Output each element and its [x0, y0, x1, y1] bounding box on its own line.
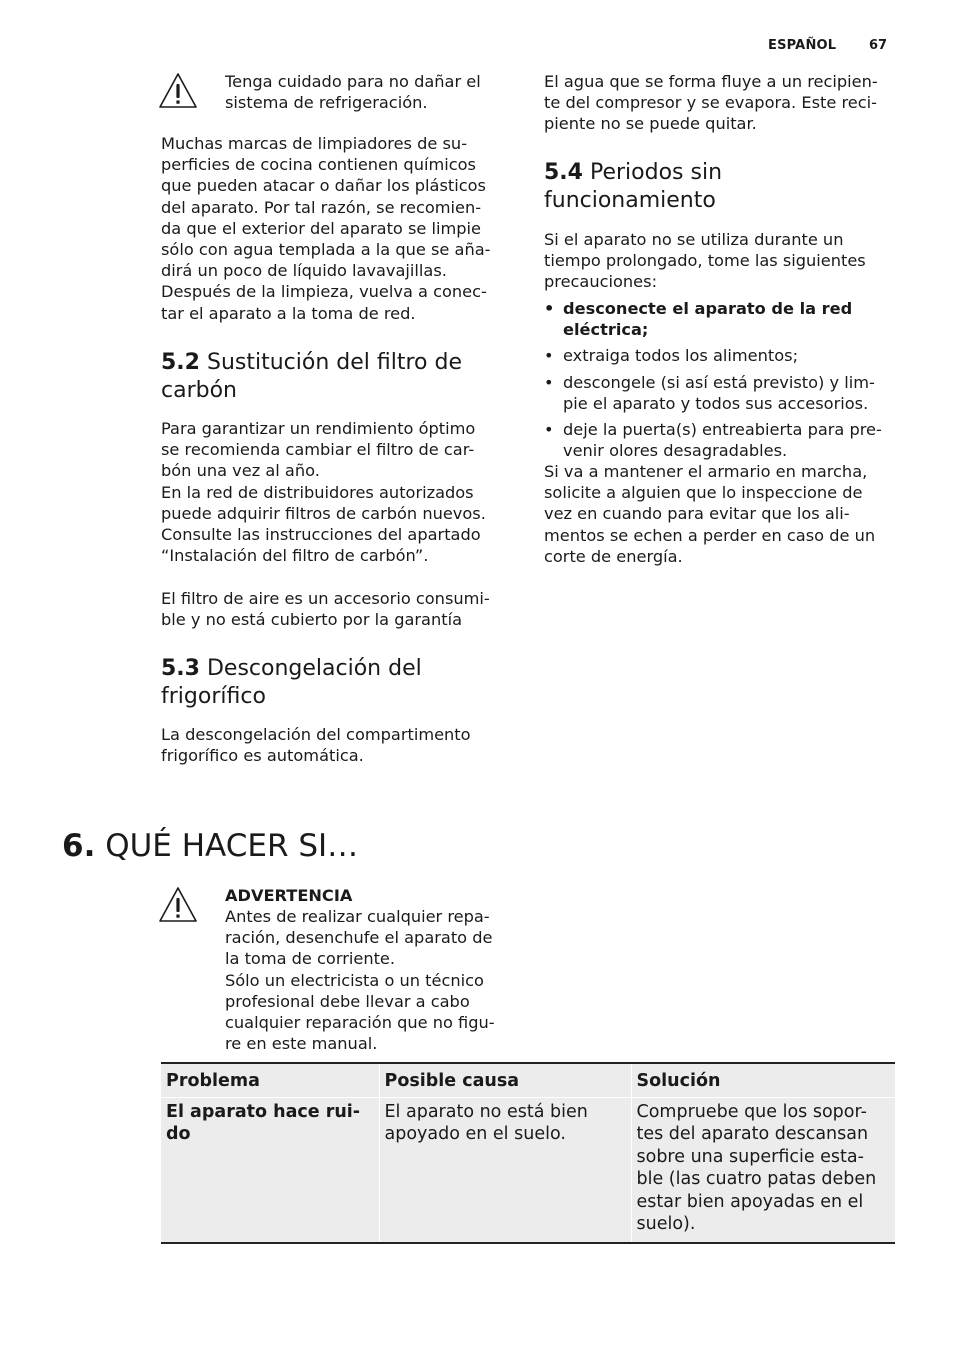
section-5-3-paragraph: La descongelación del compartimento frigorífico es automática. — [161, 725, 471, 766]
problem-cell: El aparato hace rui- do — [161, 1098, 379, 1244]
troubleshooting-table — [161, 1062, 895, 1244]
table-row — [161, 1098, 895, 1244]
section-5-2-heading — [161, 349, 521, 405]
section-6-title: QUÉ HACER SI… — [105, 828, 359, 864]
page-number: 67 — [869, 38, 888, 53]
warning-label: ADVERTENCIA — [225, 886, 353, 905]
list-item: • deje la puerta(s) entreabierta para pre- venir olores desagradables. — [544, 419, 904, 461]
section-5-4-number: 5.4 — [544, 160, 583, 185]
section-5-2-paragraph-1: Para garantizar un rendimiento óptimo se recomienda cambiar el filtro de car- bón una vez al año. En la red de distribuidores autorizados puede adquirir filtros de carbón nuevos. Consulte las instrucciones del apartado “Instalación del filtro de carbón”. — [161, 419, 486, 566]
section-5-2-paragraph-2: El filtro de aire es un accesorio consumi- ble y no está cubierto por la garantía — [161, 589, 490, 630]
section-5-3-heading — [161, 655, 521, 711]
section-5-4-heading — [544, 159, 904, 215]
column-header-cause: Posible causa — [379, 1063, 631, 1098]
warning-triangle-icon — [158, 886, 198, 924]
cleaning-paragraph: Muchas marcas de limpiadores de su- perficies de cocina contienen químicos que pueden atacar o dañar los plásticos del aparato. Por tal razón, se recomien- da que el exterior del aparato se limpie sólo con agua templada a la que se aña- dirá un poco de líquido lavavajillas. Después de la limpieza, vuelva a conec- tar el aparato a la toma de red. — [161, 134, 491, 323]
table-header-row — [161, 1063, 895, 1098]
list-item: • desconecte el aparato de la red eléctrica; — [544, 298, 904, 340]
warning-triangle-icon — [158, 72, 198, 110]
list-item: • descongele (si así está previsto) y lim- pie el aparato y todos sus accesorios. — [544, 372, 904, 414]
section-5-3-title: Descongelación del frigorífico — [161, 656, 422, 709]
water-paragraph: El agua que se forma fluye a un recipien- te del compresor y se evapora. Este reci- piente no se puede quitar. — [544, 72, 878, 134]
section-5-4-closing: Si va a mantener el armario en marcha, solicite a alguien que lo inspeccione de vez en cuando para evitar que los ali- mentos se echen a perder en caso de un corte de energía. — [544, 462, 876, 566]
column-header-solution: Solución — [631, 1063, 895, 1098]
section-5-4-title: Periodos sin funcionamiento — [544, 160, 723, 213]
warning-text: Antes de realizar cualquier repa- ración, desenchufe el aparato de la toma de corriente. Sólo un electricista o un técnico profesional debe llevar a cabo cualquier reparación que no figu- re en este manual. — [225, 907, 495, 1054]
list-item: • extraiga todos los alimentos; — [544, 345, 904, 366]
column-header-problem: Problema — [161, 1063, 379, 1098]
section-5-2-title: Sustitución del filtro de carbón — [161, 350, 462, 403]
section-6-number: 6. — [62, 828, 96, 864]
solution-cell: Compruebe que los sopor- tes del aparato descansan sobre una superficie esta- ble (las cuatro patas deben estar bien apoyadas en el suelo). — [631, 1098, 895, 1244]
cause-cell: El aparato no está bien apoyado en el suelo. — [379, 1098, 631, 1244]
section-6-heading — [62, 826, 358, 866]
section-5-4-intro: Si el aparato no se utiliza durante un tiempo prolongado, tome las siguientes precauciones: — [544, 230, 866, 292]
section-5-3-number: 5.3 — [161, 656, 200, 681]
section-5-2-number: 5.2 — [161, 350, 200, 375]
precautions-list — [544, 298, 904, 466]
caution-text: Tenga cuidado para no dañar el sistema de refrigeración. — [225, 72, 481, 113]
header-language: ESPAÑOL — [768, 38, 837, 53]
